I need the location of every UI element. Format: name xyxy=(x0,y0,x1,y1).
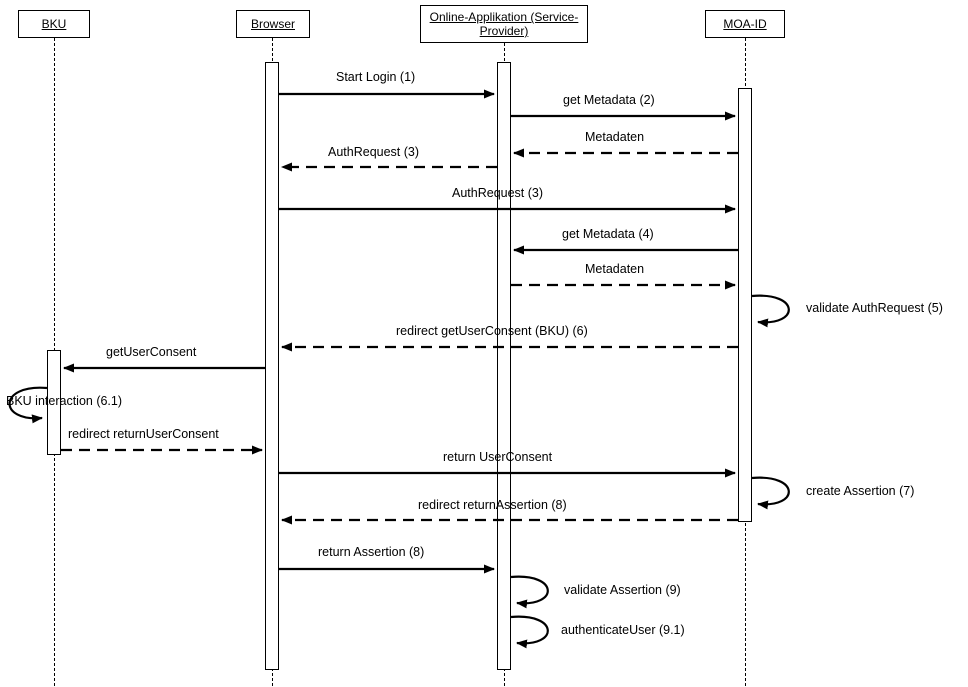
message-label-getuserconsent: getUserConsent xyxy=(106,345,197,359)
message-label-start-login: Start Login (1) xyxy=(336,70,416,84)
message-label-authrequest-3b: AuthRequest (3) xyxy=(452,186,544,200)
message-label-redirect-returnassertion: redirect returnAssertion (8) xyxy=(418,498,567,512)
lifeline-label-sp: Online-Applikation (Service-Provider) xyxy=(429,10,579,38)
lifeline-label-browser: Browser xyxy=(250,17,295,31)
message-label-return-userconsent: return UserConsent xyxy=(443,450,553,464)
self-message-label-bku-interaction: BKU interaction (6.1) xyxy=(6,394,123,408)
message-label-return-assertion: return Assertion (8) xyxy=(318,545,425,559)
message-label-metadaten-2: Metadaten xyxy=(585,262,645,276)
message-label-get-metadata-2: get Metadata (2) xyxy=(563,93,655,107)
message-label-authrequest-3a: AuthRequest (3) xyxy=(328,145,420,159)
self-message-label-validate-assertion: validate Assertion (9) xyxy=(564,583,681,597)
lifeline-label-moaid: MOA-ID xyxy=(723,17,767,31)
self-message-label-authenticate-user: authenticateUser (9.1) xyxy=(561,623,685,637)
self-message-label-create-assertion: create Assertion (7) xyxy=(806,484,915,498)
message-label-redirect-returnuserconsent: redirect returnUserConsent xyxy=(68,427,219,441)
message-label-redirect-getuserconsent: redirect getUserConsent (BKU) (6) xyxy=(396,324,588,338)
self-message-label-validate-authrequest: validate AuthRequest (5) xyxy=(806,301,943,315)
lifeline-label-bku: BKU xyxy=(41,17,67,31)
message-label-metadaten-1: Metadaten xyxy=(585,130,645,144)
message-label-get-metadata-4: get Metadata (4) xyxy=(562,227,654,241)
